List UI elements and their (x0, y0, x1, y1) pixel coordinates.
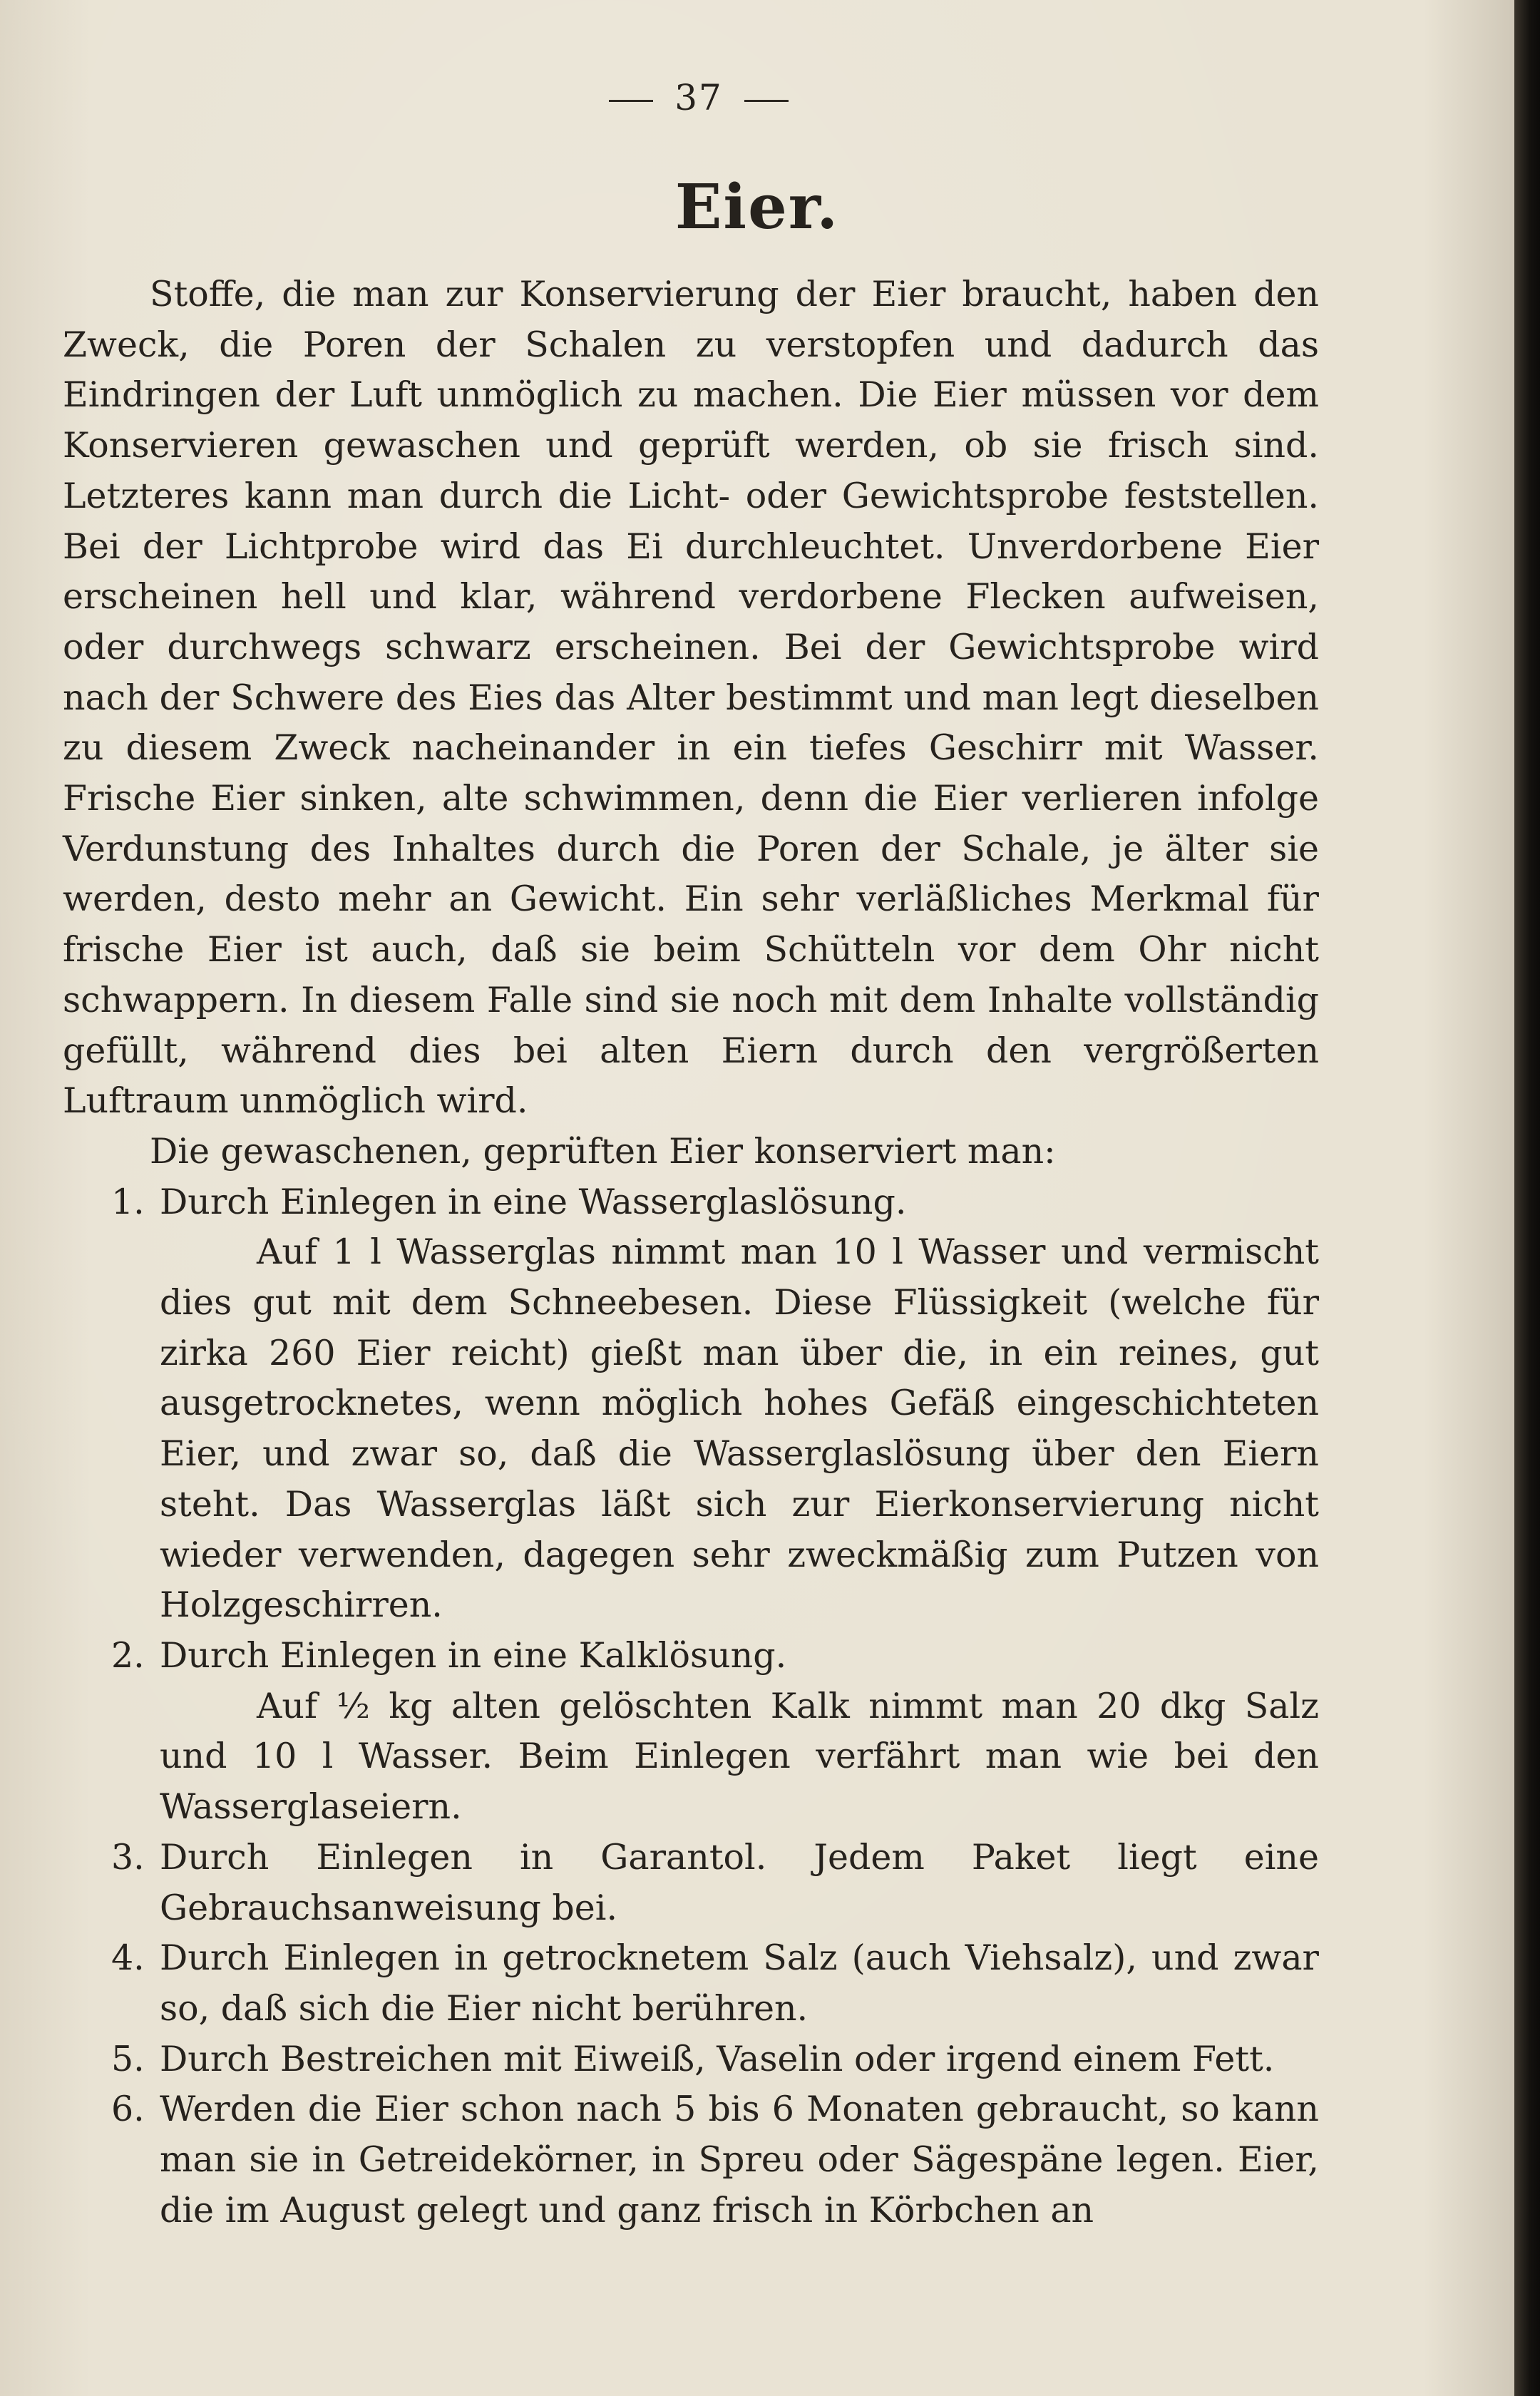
list-item (63, 2084, 1319, 2236)
intro-paragraph: Stoffe, die man zur Konservierung der Eier braucht, haben den Zweck, die Poren der Schalen zu verstopfen und dadurch das Eindringen der Luft unmöglich zu machen. Die Eier müssen vor dem Konservieren gewaschen und geprüft werden, ob sie frisch sind. Letzteres kann man durch die Licht- oder Gewichtsprobe feststellen. Bei der Lichtprobe wird das Ei durchleuchtet. Unverdorbene Eier erscheinen hell und klar, während verdorbene Flecken aufweisen, oder durchwegs schwarz erscheinen. Bei der Gewichtsprobe wird nach der Schwere des Eies das Alter bestimmt und man legt dieselben zu diesem Zweck nacheinander in ein tiefes Geschirr mit Wasser. Frische Eier sinken, alte schwimmen, denn die Eier verlieren infolge Verdunstung des Inhaltes durch die Poren der Schale, je älter sie werden, desto mehr an Gewicht. Ein sehr verläßliches Merkmal für frische Eier ist auch, daß sie beim Schütteln vor dem Ohr nicht schwappern. In diesem Falle sind sie noch mit dem Inhalte vollständig gefüllt, während dies bei alten Eiern durch den vergrößerten Luftraum unmöglich wird. (63, 274, 1319, 1122)
list-item-detail-text: Auf 1 l Wasserglas nimmt man 10 l Wasser und vermischt dies gut mit dem Schneebesen. Diese Flüssigkeit (welche für zirka 260 Eier reicht) gießt man über die, in ein reines, gut ausgetrocknetes, wenn möglich hohes Gefäß eingeschichteten Eier, und zwar so, daß die Wasserglaslösung über den Eiern steht. Das Wasserglas läßt sich zur Eierkonservierung nicht wieder verwenden, dagegen sehr zweckmäßig zum Putzen von Holzgeschirren. (160, 1232, 1319, 1626)
page-number-value: 37 (674, 77, 723, 118)
list-item (63, 1631, 1319, 1681)
list-item-text: Durch Bestreichen mit Eiweiß, Vaselin oder irgend einem Fett. (160, 2038, 1275, 2079)
section-title: Eier. (674, 171, 840, 243)
dash-right (744, 100, 789, 102)
lead-paragraph: Die gewaschenen, geprüften Eier konserviert man: (150, 1130, 1056, 1172)
body-text (63, 270, 1319, 2236)
list-item-detail-text: Auf ½ kg alten gelöschten Kalk nimmt man 20 dkg Salz und 10 l Wasser. Beim Einlegen verfährt man wie bei den Wasserglaseiern. (160, 1685, 1319, 1828)
list-item-number: 5. (111, 2038, 145, 2079)
list-item-number: 4. (111, 1937, 145, 1979)
dash-left (609, 100, 653, 102)
list-item (63, 1177, 1319, 1228)
list-item (63, 1833, 1319, 1933)
list-item-number: 6. (111, 2089, 145, 2130)
list-item-detail (63, 1681, 1319, 1833)
list-item-text: Werden die Eier schon nach 5 bis 6 Monaten gebraucht, so kann man sie in Getreidekörner, in Spreu oder Sägespäne legen. Eier, die im August gelegt und ganz frisch in Körbchen an (160, 2089, 1319, 2231)
list-item-text: Durch Einlegen in eine Wasserglaslösung. (160, 1181, 907, 1222)
list-item-text: Durch Einlegen in Garantol. Jedem Paket liegt eine Gebrauchsanweisung bei. (160, 1836, 1319, 1928)
page-number (570, 77, 827, 118)
list-item-number: 1. (111, 1181, 145, 1222)
list-item (63, 2034, 1319, 2085)
list-item (63, 1933, 1319, 2034)
book-binding-edge (1514, 0, 1540, 2396)
list-item-text: Durch Einlegen in eine Kalklösung. (160, 1634, 787, 1676)
list-item-number: 3. (111, 1836, 145, 1878)
list-item-number: 2. (111, 1634, 145, 1676)
list-item-detail (63, 1227, 1319, 1631)
list-item-text: Durch Einlegen in getrocknetem Salz (auch Viehsalz), und zwar so, daß sich die Eier nicht berühren. (160, 1937, 1319, 2029)
